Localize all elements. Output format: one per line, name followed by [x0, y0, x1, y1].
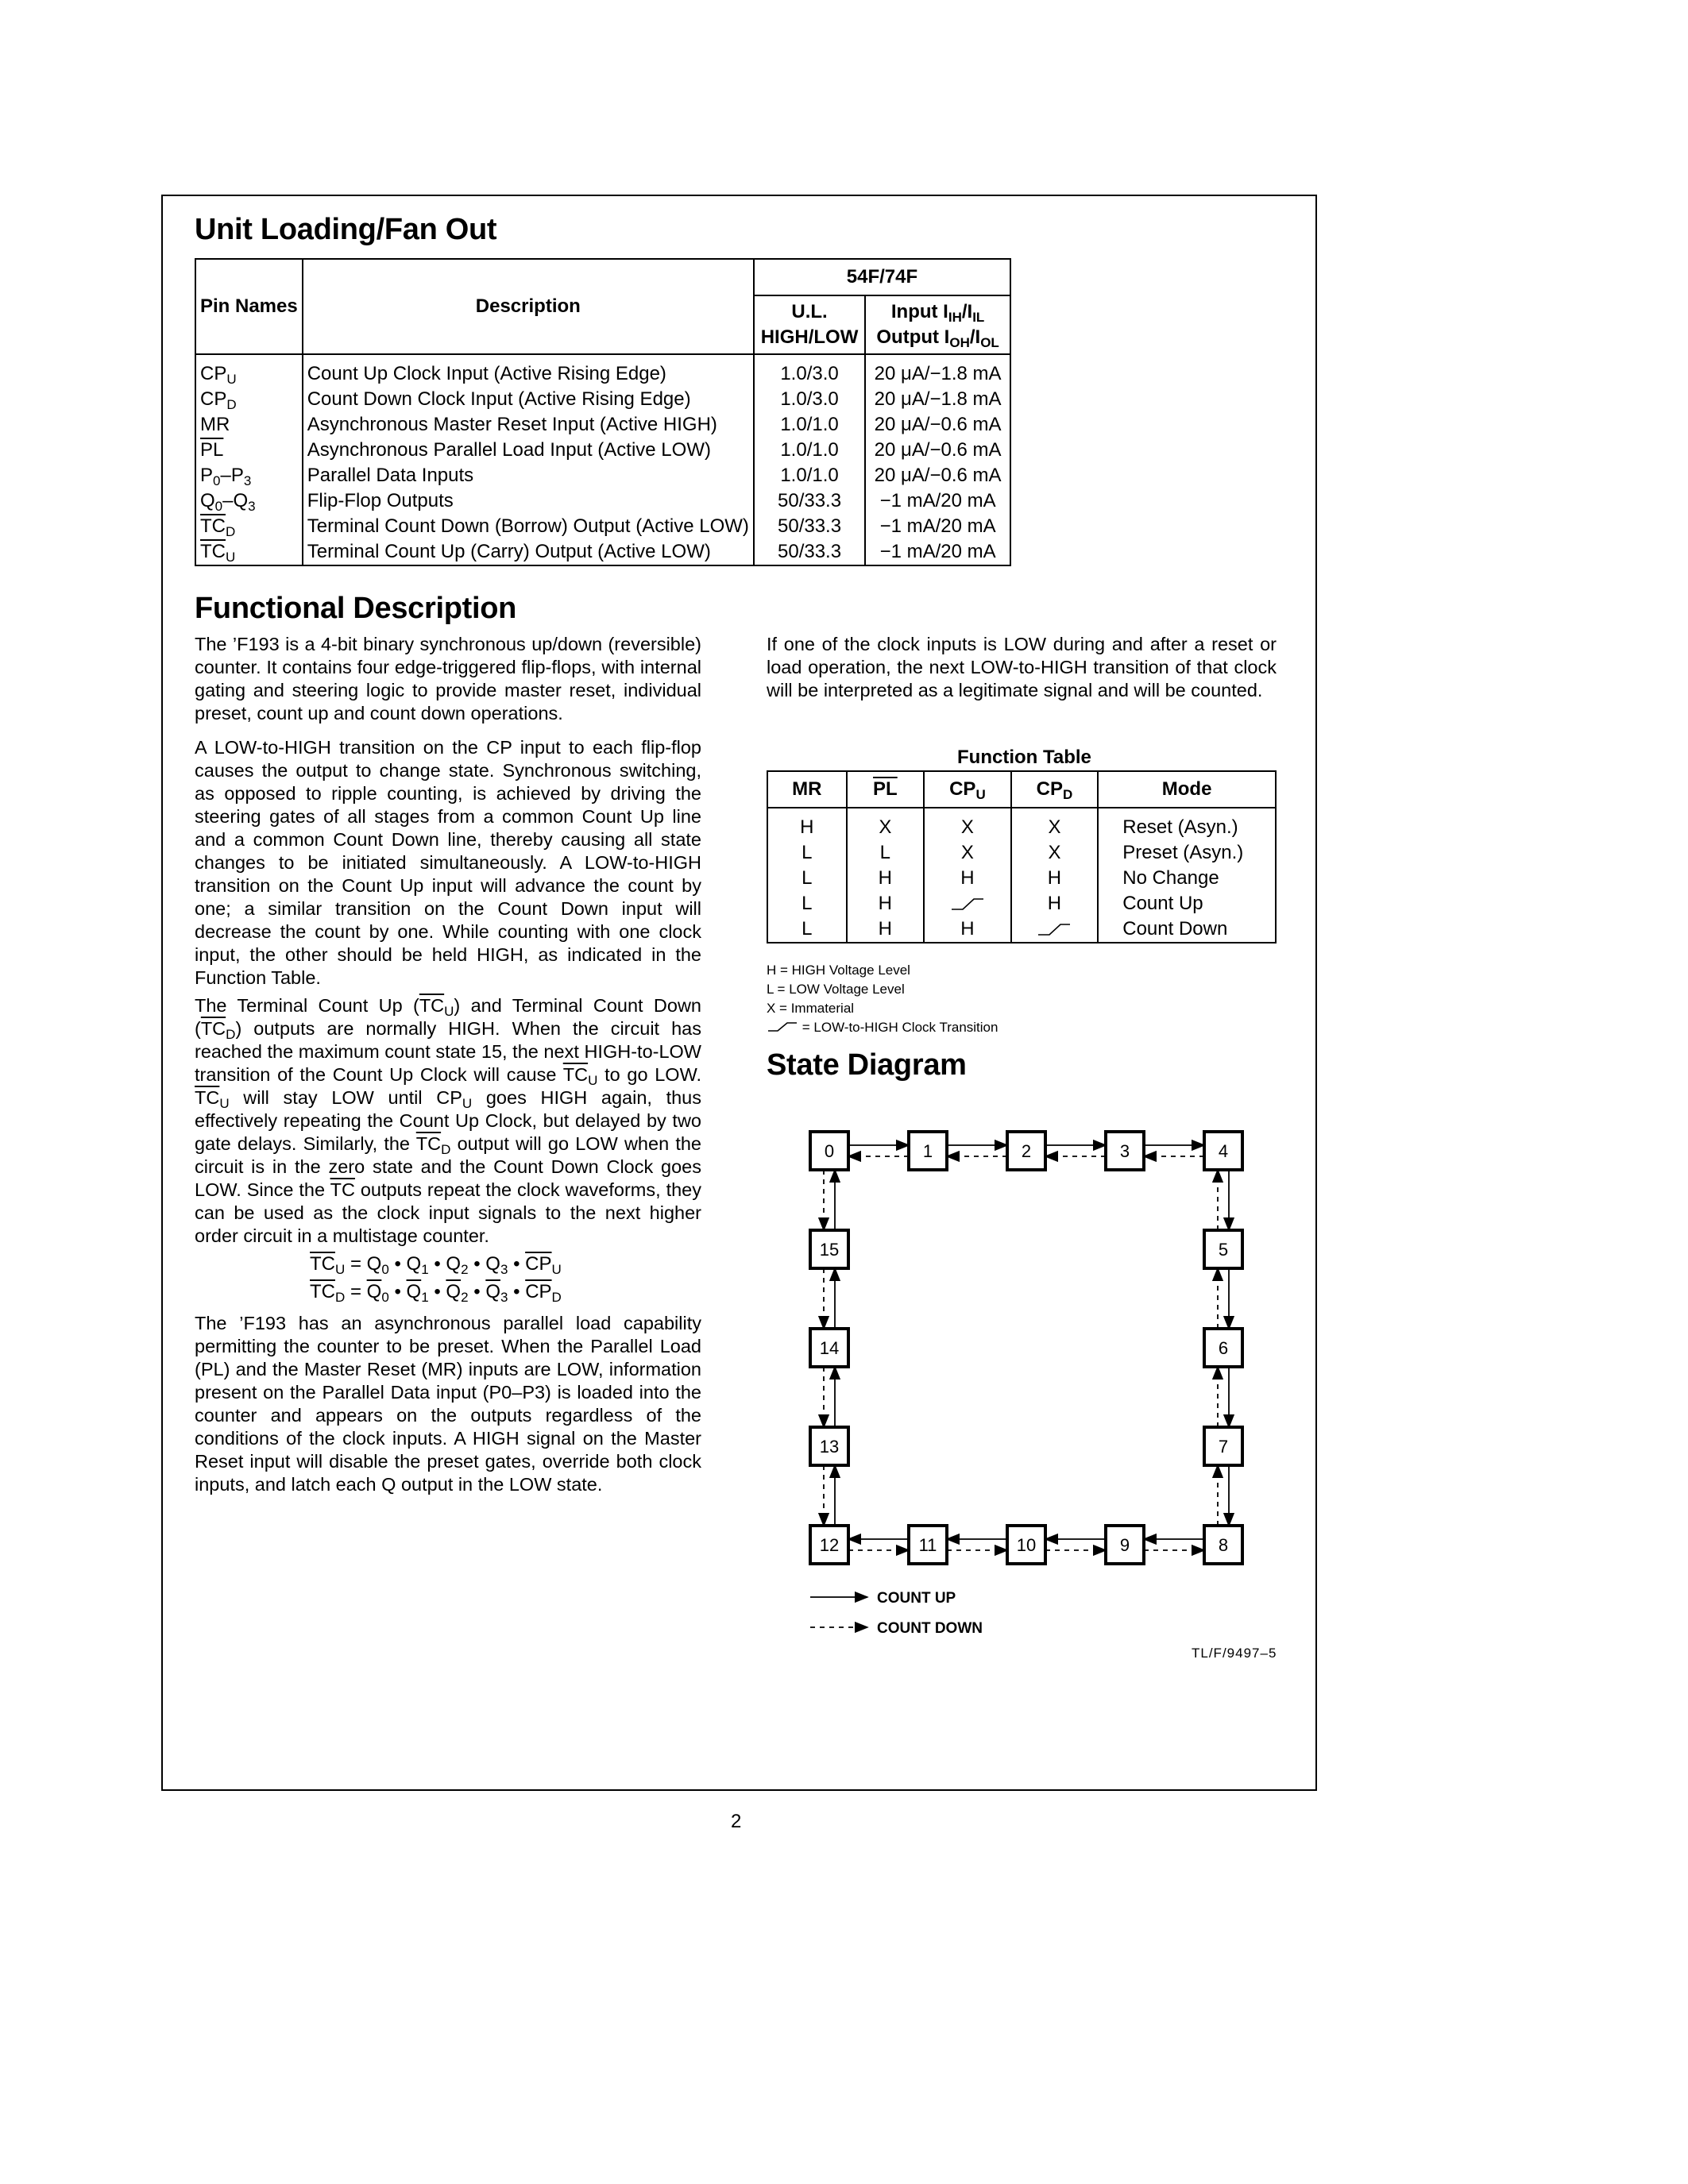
- pin-description: Flip-Flop Outputs: [303, 488, 754, 514]
- function-table-cell: X: [1011, 840, 1099, 866]
- function-table-cell: H: [767, 808, 847, 840]
- state-label: 10: [1016, 1535, 1037, 1555]
- col-unit-load: U.L. HIGH/LOW: [754, 295, 865, 354]
- unit-load-value: 50/33.3: [754, 539, 865, 565]
- pin-name: $\overline{TC}_D$: [195, 514, 303, 539]
- function-table-cell: L: [767, 866, 847, 891]
- pin-description: Asynchronous Master Reset Input (Active HIGH): [303, 412, 754, 438]
- functional-paragraph-3: The Terminal Count Up $(\overline{TC}_U)$ and Terminal Count Down $(\overline{TC}_D)$ outputs are normally HIGH. When the circuit has reached the maximum count state 15, the next HIGH-to-LOW transition of the Count Up Clock will cause $\overline{TC}_U$ to go LOW. $\overline{TC}_U$ will stay LOW until $CP_U$ goes HIGH again, thus effectively repeating the Count Up Clock, but delayed by two gate delays. Similarly, the $\overline{TC}_D$ output will go LOW when the circuit is in the zero state and the Count Down Clock goes LOW. Since the $\overline{TC}$ outputs repeat the clock waveforms, they can be used as the clock input signals to the next higher order circuit in a multistage counter.: [195, 995, 701, 1246]
- pin-name: MR: [195, 412, 303, 438]
- fn-col-cpu: $CP_U$: [924, 771, 1011, 808]
- function-table-cell: Count Up: [1098, 891, 1276, 916]
- pin-name: $\overline{PL}$: [195, 438, 303, 463]
- unit-load-value: 1.0/1.0: [754, 412, 865, 438]
- current-value: 20 μA/−1.8 mA: [865, 354, 1010, 387]
- pin-description: Parallel Data Inputs: [303, 463, 754, 488]
- state-label: 0: [824, 1141, 835, 1161]
- col-description: Description: [303, 259, 754, 354]
- state-box-2: [1007, 1132, 1045, 1170]
- current-value: −1 mA/20 mA: [865, 514, 1010, 539]
- function-table-cell: X: [847, 808, 925, 840]
- unit-loading-row: [195, 488, 1010, 514]
- function-table-cell: No Change: [1098, 866, 1276, 891]
- state-label: 5: [1218, 1240, 1229, 1260]
- pin-description: Terminal Count Up (Carry) Output (Active LOW): [303, 539, 754, 565]
- state-label: 3: [1119, 1141, 1130, 1161]
- unit-loading-row: [195, 463, 1010, 488]
- functional-paragraph-2: A LOW-to-HIGH transition on the CP input to each flip-flop causes the output to change state. Synchronous switching, as opposed to ripple counting, is achieved by driving the steering gates of all stages from a common Count Up line and a common Count Down line, thereby causing all state changes to be initiated simultaneously. A LOW-to-HIGH transition on the Count Up input will advance the count by one; a similar transition on the Count Down input will decrease the count by one. While counting with one clock input, the other should be held HIGH, as indicated in the Function Table.: [195, 737, 701, 988]
- unit-load-value: 1.0/3.0: [754, 387, 865, 412]
- function-table-cell: H: [847, 866, 925, 891]
- unit-loading-row: [195, 539, 1010, 565]
- state-box-7: [1204, 1427, 1242, 1465]
- state-box-9: [1106, 1526, 1144, 1564]
- function-table-cell: H: [1011, 891, 1099, 916]
- state-label: 13: [819, 1437, 840, 1457]
- pin-name: $CP_D$: [195, 387, 303, 412]
- state-label: 4: [1218, 1141, 1229, 1161]
- state-diagram: [786, 1108, 1279, 1648]
- rising-edge-icon: [1037, 920, 1072, 938]
- state-box-0: [810, 1132, 848, 1170]
- equation-tcd: $\overline{TC}_D = \overline{Q}_0$ • $\overline{Q}_1$ • $\overline{Q}_2$ • $\overline{Q}_3$ • $\overline{CP}_D$: [310, 1281, 562, 1305]
- function-table-title: Function Table: [957, 747, 1091, 768]
- state-label: 1: [922, 1141, 933, 1161]
- state-box-11: [909, 1526, 947, 1564]
- function-table-cell: [1011, 916, 1099, 943]
- equation-tcu: $\overline{TC}_U = Q_0$ • $Q_1$ • $Q_2$ • $Q_3$ • $\overline{CP}_U$: [310, 1253, 562, 1277]
- unit-load-value: 1.0/3.0: [754, 354, 865, 387]
- state-box-10: [1007, 1526, 1045, 1564]
- functional-paragraph-5: If one of the clock inputs is LOW during and after a reset or load operation, the next LOW-to-HIGH transition of that clock will be interpreted as a legitimate signal and will be counted.: [767, 634, 1277, 700]
- function-table-cell: L: [767, 916, 847, 943]
- function-table-row: [767, 840, 1276, 866]
- pin-description: Count Up Clock Input (Active Rising Edge): [303, 354, 754, 387]
- state-box-1: [909, 1132, 947, 1170]
- rising-edge-icon: [950, 895, 985, 913]
- function-table-legend: [767, 961, 998, 1037]
- unit-load-value: 1.0/1.0: [754, 463, 865, 488]
- unit-load-value: 50/33.3: [754, 488, 865, 514]
- unit-loading-row: [195, 412, 1010, 438]
- state-label: 12: [819, 1535, 840, 1555]
- current-value: 20 μA/−0.6 mA: [865, 412, 1010, 438]
- legend-count-down: COUNT DOWN: [877, 1620, 983, 1637]
- function-table-cell: H: [1011, 866, 1099, 891]
- legend-l: L = LOW Voltage Level: [767, 982, 905, 997]
- col-family: 54F/74F: [754, 259, 1010, 295]
- fn-col-cpd: $CP_D$: [1011, 771, 1099, 808]
- state-box-15: [810, 1230, 848, 1268]
- figure-id: TL/F/9497–5: [1192, 1646, 1277, 1661]
- unit-loading-table: [195, 258, 1011, 566]
- function-table-cell: H: [847, 891, 925, 916]
- unit-loading-title: Unit Loading/Fan Out: [195, 213, 497, 246]
- state-box-14: [810, 1329, 848, 1367]
- function-table-cell: Reset (Asyn.): [1098, 808, 1276, 840]
- function-table-cell: H: [924, 916, 1011, 943]
- state-label: 7: [1218, 1437, 1229, 1457]
- function-table-cell: H: [847, 916, 925, 943]
- function-table-cell: Count Down: [1098, 916, 1276, 943]
- state-box-8: [1204, 1526, 1242, 1564]
- legend-x: X = Immaterial: [767, 1001, 855, 1016]
- unit-load-value: 1.0/1.0: [754, 438, 865, 463]
- unit-load-value: 50/33.3: [754, 514, 865, 539]
- function-table-cell: X: [924, 808, 1011, 840]
- unit-loading-row: [195, 514, 1010, 539]
- function-table-cell: L: [767, 891, 847, 916]
- state-label: 11: [918, 1535, 937, 1555]
- fn-col-mr: MR: [767, 771, 847, 808]
- function-table-row: [767, 866, 1276, 891]
- current-value: −1 mA/20 mA: [865, 539, 1010, 565]
- function-table-cell: X: [1011, 808, 1099, 840]
- unit-loading-row: [195, 387, 1010, 412]
- functional-paragraph-4: The ’F193 has an asynchronous parallel load capability permitting the counter to be preset. When the Parallel Load (PL) and the Master Reset (MR) inputs are LOW, information present on the Parallel Data input (P0–P3) is loaded into the counter and appears on the outputs regardless of the conditions of the clock inputs. A HIGH signal on the Master Reset input will disable the preset gates, override both clock inputs, and latch each Q output in the LOW state.: [195, 1313, 701, 1495]
- unit-loading-row: [195, 354, 1010, 387]
- function-table-cell: X: [924, 840, 1011, 866]
- state-box-4: [1204, 1132, 1242, 1170]
- function-table-cell: Preset (Asyn.): [1098, 840, 1276, 866]
- current-value: 20 μA/−0.6 mA: [865, 463, 1010, 488]
- pin-name: $CP_U$: [195, 354, 303, 387]
- state-label: 8: [1218, 1535, 1229, 1555]
- unit-loading-row: [195, 438, 1010, 463]
- function-table-row: [767, 891, 1276, 916]
- legend-count-up: COUNT UP: [877, 1590, 956, 1607]
- pin-name: $P_0-P_3$: [195, 463, 303, 488]
- fn-col-pl: $\overline{PL}$: [847, 771, 925, 808]
- state-label: 6: [1218, 1338, 1229, 1358]
- state-label: 9: [1119, 1535, 1130, 1555]
- state-label: 2: [1021, 1141, 1032, 1161]
- function-table: [767, 770, 1277, 943]
- fn-col-mode: Mode: [1098, 771, 1276, 808]
- function-table-cell: L: [847, 840, 925, 866]
- current-value: −1 mA/20 mA: [865, 488, 1010, 514]
- state-label: 15: [819, 1240, 840, 1260]
- pin-description: Asynchronous Parallel Load Input (Active LOW): [303, 438, 754, 463]
- col-input-output: Input $I_{IH}/I_{IL}$ Output $I_{OH}/I_{OL}$: [865, 295, 1010, 354]
- pin-name: $\overline{TC}_U$: [195, 539, 303, 565]
- col-pin-names: Pin Names: [195, 259, 303, 354]
- legend-h: H = HIGH Voltage Level: [767, 963, 910, 978]
- state-box-3: [1106, 1132, 1144, 1170]
- state-box-13: [810, 1427, 848, 1465]
- functional-paragraph-1: The ’F193 is a 4-bit binary synchronous up/down (reversible) counter. It contains four edge-triggered flip-flops, with internal gating and steering logic to provide master reset, individual preset, count up and count down operations.: [195, 634, 701, 723]
- state-label: 14: [819, 1338, 840, 1358]
- current-value: 20 μA/−1.8 mA: [865, 387, 1010, 412]
- pin-description: Terminal Count Down (Borrow) Output (Active LOW): [303, 514, 754, 539]
- function-table-row: [767, 916, 1276, 943]
- legend-rise: = LOW-to-HIGH Clock Transition: [767, 1018, 998, 1037]
- function-table-row: [767, 808, 1276, 840]
- current-value: 20 μA/−0.6 mA: [865, 438, 1010, 463]
- state-box-6: [1204, 1329, 1242, 1367]
- functional-description-title: Functional Description: [195, 592, 517, 625]
- function-table-cell: H: [924, 866, 1011, 891]
- state-diagram-title: State Diagram: [767, 1048, 967, 1082]
- state-box-5: [1204, 1230, 1242, 1268]
- pin-name: $Q_0-Q_3$: [195, 488, 303, 514]
- page-number: 2: [731, 1811, 742, 1832]
- state-box-12: [810, 1526, 848, 1564]
- function-table-cell: [924, 891, 1011, 916]
- function-table-cell: L: [767, 840, 847, 866]
- pin-description: Count Down Clock Input (Active Rising Edge): [303, 387, 754, 412]
- rising-edge-icon: [767, 1020, 798, 1034]
